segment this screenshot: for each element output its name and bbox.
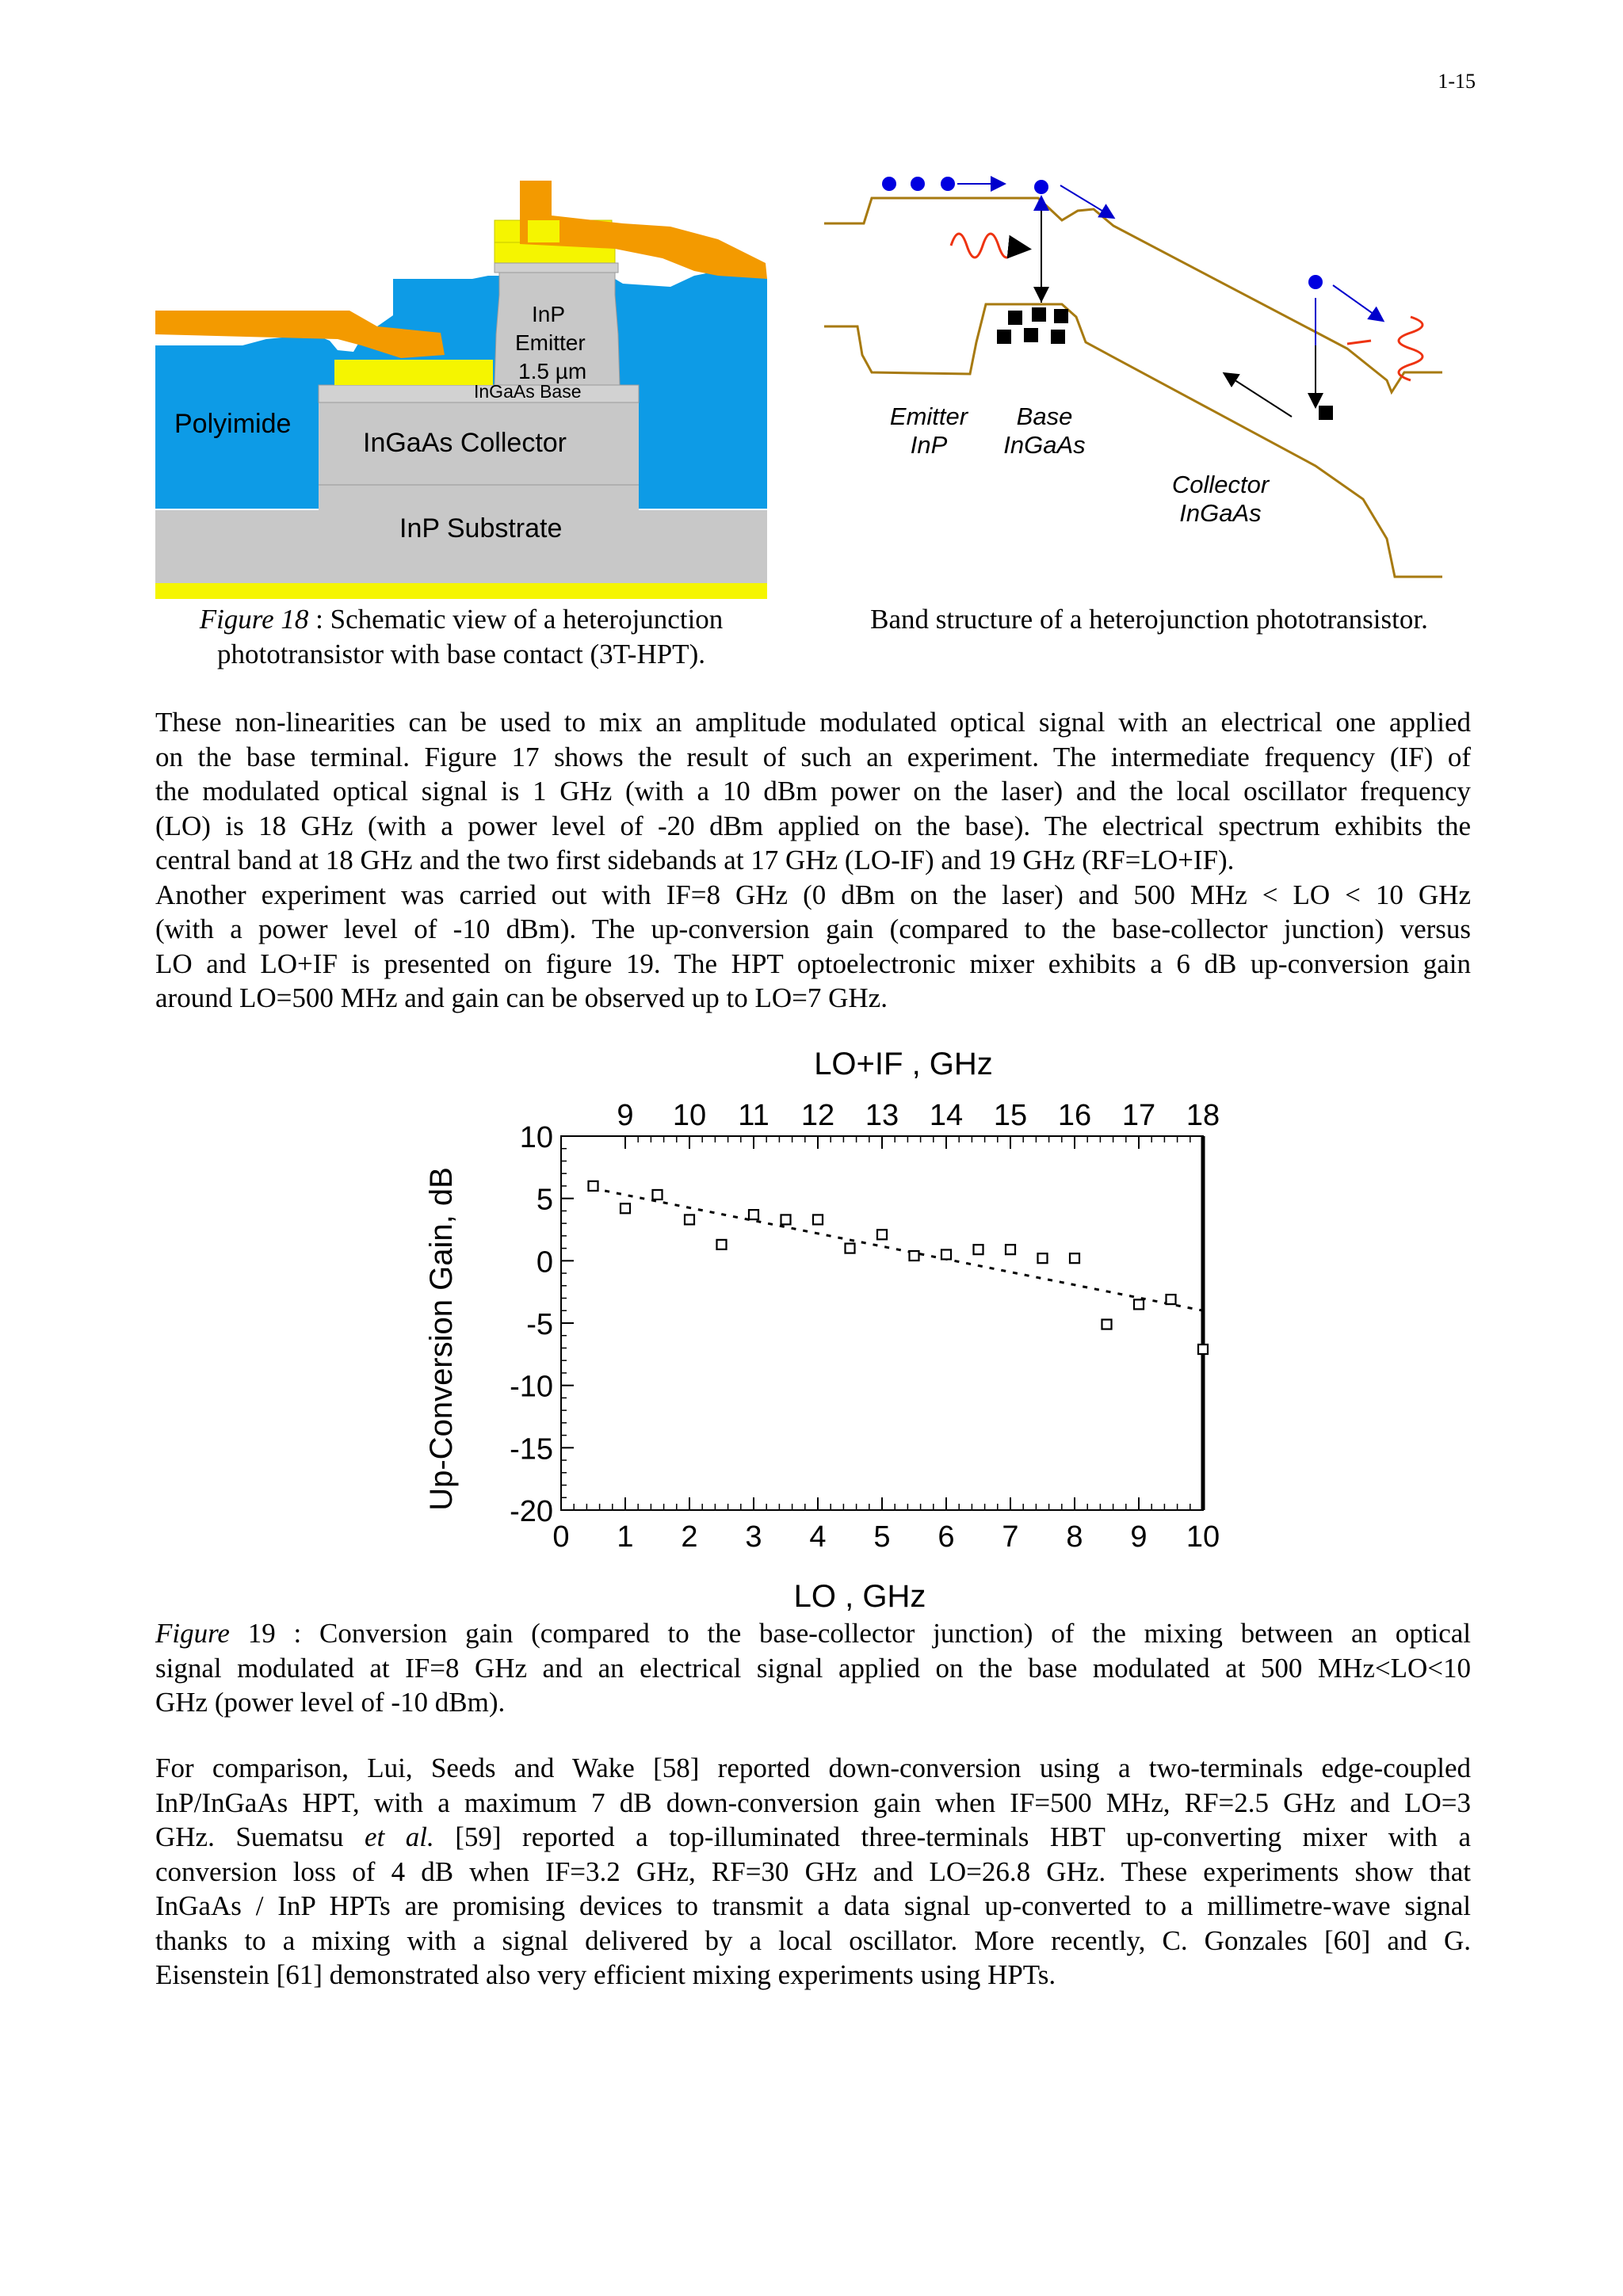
p1-line: These non-linearities can be used to mix an amplitude modulated optical signal with an electrical one applied [155,707,1471,738]
emitter-label-2: Emitter [515,330,586,355]
x-tick-label: 5 [873,1520,891,1554]
photon-2 [1399,317,1423,380]
y-tick-label: -20 [510,1495,553,1528]
fig19-caption-line: Figure 19 : Conversion gain (compared to the base-collector junction) of the mixing between an optical [155,1618,1471,1649]
band-collector-label-1: Collector [1171,471,1270,498]
data-point [1134,1299,1144,1309]
band-collector-label-2: InGaAs [1179,499,1262,527]
data-point [1102,1320,1112,1329]
p3-line: GHz. Suematsu et al. [59] reported a top-illuminated three-terminals HBT up-converting mixer with a [155,1821,1471,1852]
y-tick-label: 0 [536,1245,553,1280]
y-tick-label: 5 [536,1183,553,1217]
band-emitter-label-2: InP [910,431,948,459]
data-point [941,1249,951,1259]
data-point [621,1203,630,1213]
emitter-label-1: InP [532,302,566,326]
band-diagram [824,158,1474,602]
substrate-label: InP Substrate [399,513,563,543]
top-tick-label: 15 [993,1099,1028,1132]
fig19-caption-label: Figure [155,1618,230,1649]
data-point [749,1210,758,1219]
x-tick-label: 3 [745,1520,762,1554]
x-tick-label: 4 [809,1520,827,1554]
x-tick-label: 10 [1186,1520,1220,1554]
hpt-schematic [155,176,767,604]
data-point [1070,1253,1079,1263]
p2-line: Another experiment was carried out with IF=8 GHz (0 dBm on the laser) and 500 MHz < LO < 10 GHz [155,879,1471,910]
top-axis-label: LO+IF , GHz [814,1047,993,1081]
p1-line: central band at 18 GHz and the two first sidebands at 17 GHz (LO-IF) and 19 GHz (RF=LO+IF). [155,845,1235,875]
x-tick-label: 9 [1130,1520,1148,1554]
p3-line: For comparison, Lui, Seeds and Wake [58] reported down-conversion using a two-terminals edge-coupled [155,1753,1471,1783]
data-point [1006,1245,1015,1254]
top-tick-label: 13 [865,1099,899,1132]
photon-1 [951,234,1014,257]
chart-plot-area [510,1099,1220,1554]
data-point [685,1215,694,1224]
p3-line: Eisenstein [61] demonstrated also very efficient mixing experiments using HPTs. [155,1959,1056,1990]
x-axis-label: LO , GHz [793,1579,926,1614]
bottom-contact [155,583,767,599]
data-point [717,1240,727,1249]
figure18-caption-line1: : Schematic view of a heterojunction [308,604,724,635]
top-tick-label: 12 [800,1099,835,1132]
x-tick-label: 7 [1002,1520,1019,1554]
p1-line: (LO) is 18 GHz (with a power level of -20 dBm applied on the base). The electrical spectrum exhibits the [155,810,1471,841]
top-tick-label: 14 [929,1099,964,1132]
data-point [877,1230,887,1239]
data-point [1038,1253,1048,1263]
y-axis-label: Up-Conversion Gain, dB [424,1167,459,1511]
data-point [653,1190,663,1199]
conduction-band [824,198,1442,392]
data-point [974,1245,983,1254]
data-point [910,1251,919,1261]
top-tick-label: 10 [672,1099,707,1132]
page-number: 1-15 [1438,70,1476,93]
base-label: InGaAs Base [474,381,582,402]
data-point [846,1244,855,1253]
x-tick-label: 0 [552,1520,570,1554]
fit-line [594,1188,1204,1310]
p3-line: InP/InGaAs HPT, with a maximum 7 dB down-conversion gain when IF=500 MHz, RF=2.5 GHz and LO=3 [155,1787,1471,1818]
data-point [781,1215,791,1224]
fig19-caption-line: GHz (power level of -10 dBm). [155,1687,506,1718]
p1-line: the modulated optical signal is 1 GHz (with a 10 dBm power on the laser) and the local oscillator frequency [155,776,1471,807]
data-point [1198,1344,1208,1354]
y-tick-label: -10 [510,1370,553,1404]
paragraph-1 [155,705,1471,1016]
polyimide-label: Polyimide [174,409,292,439]
collector-label: InGaAs Collector [363,428,567,458]
band-base-label-1: Base [1016,402,1073,430]
y-tick-label: -15 [510,1432,553,1466]
figure18-caption-line2: phototransistor with base contact (3T-HPT). [217,639,705,669]
figure18-caption [155,602,767,672]
p2-line: around LO=500 MHz and gain can be observed up to LO=7 GHz. [155,982,888,1013]
figure18-caption-label: Figure 18 [199,604,309,635]
x-tick-label: 2 [681,1520,698,1554]
p3-line: conversion loss of 4 dB when IF=3.2 GHz, RF=30 GHz and LO=26.8 GHz. These experiments show that [155,1855,1471,1887]
top-tick-label: 9 [617,1099,634,1132]
p1-line: on the base terminal. Figure 17 shows the result of such an experiment. The intermediate frequency (IF) of [155,741,1471,772]
band-emitter-label-1: Emitter [889,402,968,430]
p2-line: (with a power level of -10 dBm). The up-conversion gain (compared to the base-collector junction) versus [155,913,1471,944]
p3-line: InGaAs / InP HPTs are promising devices to transmit a data signal up-converted to a millimetre-wave signal [155,1890,1471,1921]
p2-line: LO and LO+IF is presented on figure 19. The HPT optoelectronic mixer exhibits a 6 dB up-conversion gain [155,948,1471,979]
data-point [813,1215,823,1224]
top-tick-label: 17 [1121,1099,1156,1132]
band-base-label-2: InGaAs [1003,431,1086,459]
base-contact [334,360,493,385]
band-caption: Band structure of a heterojunction phototransistor. [870,604,1428,635]
top-tick-label: 16 [1057,1099,1092,1132]
paragraph-3 [155,1751,1471,1993]
data-point [1167,1295,1176,1304]
fig19-caption-line: signal modulated at IF=8 GHz and an electrical signal applied on the base modulated at 500 MHz<LO<10 [155,1652,1471,1684]
y-tick-label: -5 [526,1308,553,1341]
conversion-gain-chart [412,1030,1252,1616]
data-point [589,1181,598,1191]
top-tick-label: 11 [738,1099,769,1132]
y-tick-label: 10 [519,1121,553,1154]
top-tick-label: 18 [1186,1099,1220,1132]
emitter-label-3: 1.5 µm [518,359,587,383]
x-tick-label: 6 [938,1520,955,1554]
x-tick-label: 8 [1066,1520,1083,1554]
p3-line: thanks to a mixing with a signal delivered by a local oscillator. More recently, C. Gonzales [60] and G. [155,1924,1471,1956]
figure19-caption [155,1616,1471,1720]
x-tick-label: 1 [617,1520,634,1554]
